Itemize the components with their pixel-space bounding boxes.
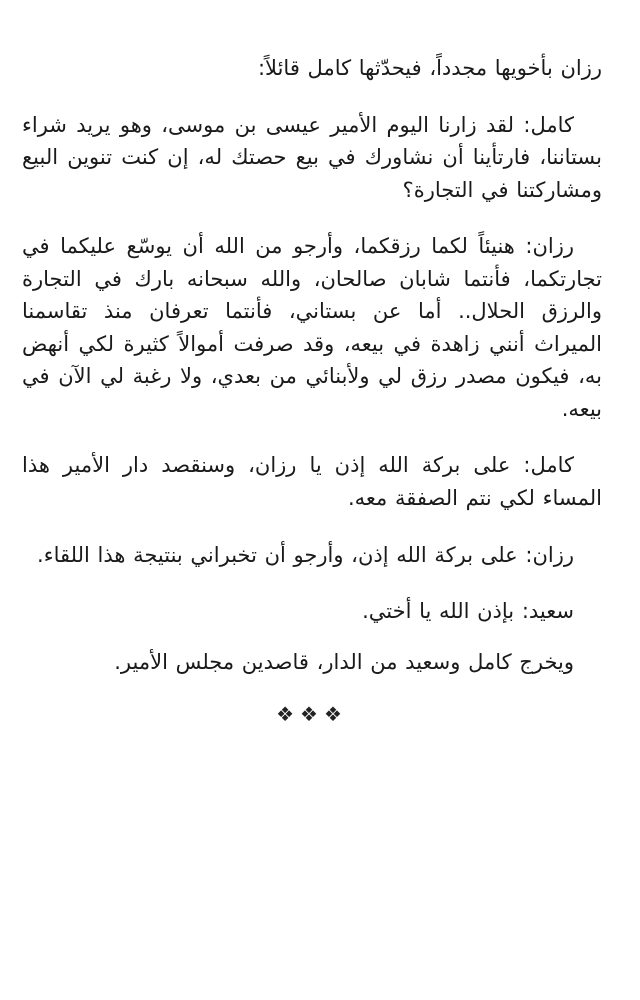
book-page	[22, 52, 602, 980]
paragraph-kamel-speech-2: كامل: على بركة الله إذن يا رزان، وسنقصد دار الأمير هذا المساء لكي نتم الصفقة معه.	[22, 453, 602, 511]
section-separator: ❖❖❖	[276, 702, 348, 727]
paragraph-saeed-speech: سعيد: بإذن الله يا أختي.	[362, 599, 574, 624]
paragraph-razan-speech-1: رزان: هنيئاً لكما رزقكما، وأرجو من الله أن يوسّع عليكما في تجارتكما، فأنتما شابان صالحان، والله سبحانه بارك في التجارة والرزق الحلال.. أما عن بستاني، فأنتما تعرفان منذ تقاسمنا الميراث أنني زاهدة في بيعه، وقد صرفت أموالاً كثيرة لكي أنهض به، فيكون مصدر رزق لي ولأبنائي من بعدي، ولا رغبة لي الآن في بيعه.	[22, 234, 602, 421]
paragraph-kamel-speech-1: كامل: لقد زارنا اليوم الأمير عيسى بن موسى، وهو يريد شراء بستاننا، فارتأينا أن نشاورك في بيع حصتك له، إن كنت تنوين البيع ومشاركتنا في التجارة؟	[22, 112, 602, 202]
paragraph-continuation: رزان بأخويها مجدداً، فيحدّثها كامل قائلاً:	[257, 56, 602, 80]
paragraph-razan-speech-2: رزان: على بركة الله إذن، وأرجو أن تخبراني بنتيجة هذا اللقاء.	[37, 542, 574, 567]
paragraph-narration-exit: ويخرج كامل وسعيد من الدار، قاصدين مجلس الأمير.	[114, 649, 574, 674]
